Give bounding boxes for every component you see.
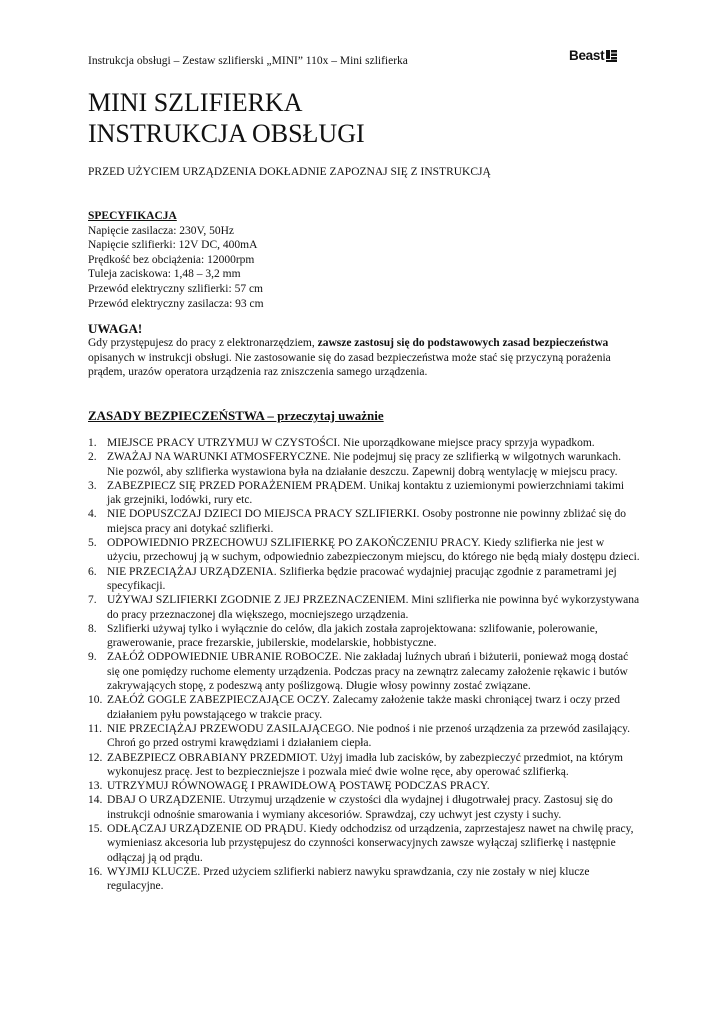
safety-rule-number: 12. [88,751,103,764]
safety-rule-number: 4. [88,508,97,521]
specification-heading: SPECYFIKACJA [88,210,177,222]
logo-mark-icon [606,50,617,62]
safety-rule-number: 6. [88,565,97,578]
safety-rule [88,436,640,450]
safety-rule-number: 11. [88,722,102,735]
safety-rule-text: ODPOWIEDNIO PRZECHOWUJ SZLIFIERKĘ PO ZAKOŃCZENIU PRACY. Kiedy szlifierka nie jest w użyciu, przechowuj ją w suchym, odpowiednio zabezpieczonym miejscu, do którego nie będą miały dostępu dzieci. [107,537,640,564]
safety-rule [88,822,640,865]
spec-item: Przewód elektryczny zasilacza: 93 cm [88,297,264,310]
safety-rule-number: 1. [88,437,97,449]
spec-item: Napięcie zasilacza: 230V, 50Hz [88,224,235,237]
safety-rule [88,479,640,508]
read-instructions-notice: PRZED UŻYCIEM URZĄDZENIA DOKŁADNIE ZAPOZNAJ SIĘ Z INSTRUKCJĄ [88,166,491,178]
safety-rule-number: 9. [88,651,97,664]
safety-rule [88,507,640,536]
safety-rule-text: NIE PRZECIĄŻAJ URZĄDZENIA. Szlifierka będzie pracować wydajniej pracując zgodnie z parametrami jej specyfikacji. [107,565,617,592]
safety-rule [88,622,640,651]
warning-text-start: Gdy przystępujesz do pracy z elektronarzędziem, [88,337,318,349]
safety-rule-text: ZABEZPIECZ SIĘ PRZED PORAŻENIEM PRĄDEM. Unikaj kontaktu z uziemionymi powierzchniami takimi jak grzejniki, lodówki, rury etc. [107,479,625,507]
warning-paragraph [88,336,648,380]
safety-rule-number: 2. [88,451,97,464]
spec-item: Tuleja zaciskowa: 1,48 – 3,2 mm [88,268,241,281]
warning-heading: UWAGA! [88,321,143,336]
safety-rule [88,593,640,622]
safety-rule-text: MIEJSCE PRACY UTRZYMUJ W CZYSTOŚCI. Nie uporządkowane miejsce pracy sprzyja wypadkom. [107,437,595,449]
spec-item: Przewód elektryczny szlifierki: 57 cm [88,282,263,295]
safety-rules-list [88,436,640,894]
safety-rule-number: 15. [88,823,103,836]
safety-rule [88,693,640,722]
safety-rule-text: ZWAŻAJ NA WARUNKI ATMOSFERYCZNE. Nie podejmuj się pracy ze szlifierką w wilgotnych warunkach. Nie pozwól, aby szlifierka wystawiona była na działanie deszczu. Zapewnij dobrą wentylację w miejscu pracy. [107,451,622,478]
safety-rule-text: NIE DOPUSZCZAJ DZIECI DO MIEJSCA PRACY SZLIFIERKI. Osoby postronne nie powinny zbliżać się do miejsca pracy ani dotykać szlifierki. [107,508,626,535]
safety-rule-text: ZAŁÓŻ GOGLE ZABEZPIECZAJĄCE OCZY. Zalecamy założenie także maski chroniącej twarz i oczy przed działaniem pyłu powstającego w trakcie pracy. [107,694,620,721]
safety-rule [88,751,640,780]
safety-rule [88,865,640,894]
logo-text: Beast [569,48,605,63]
safety-rule-number: 14. [88,794,103,807]
safety-rule-number: 10. [88,694,103,707]
running-header: Instrukcja obsługi – Zestaw szlifierski „MINI” 110x – Mini szlifierka [88,55,408,67]
safety-rule-text: DBAJ O URZĄDZENIE. Utrzymuj urządzenie w czystości dla wydajnej i długotrwałej pracy. Zastosuj się do instrukcji odnośnie smarowania i wymiany akcesoriów. Sprawdzaj, czy uchwyt jest czysty i suchy. [107,794,613,821]
safety-rule [88,722,640,751]
safety-rule-text: ZABEZPIECZ OBRABIANY PRZEDMIOT. Użyj imadła lub zacisków, by zabezpieczyć przedmiot, na którym wykonujesz pracę. Jest to bezpieczniejsze i pozwala mieć dwie wolne ręce, aby operować szlifierką. [107,751,623,778]
safety-rule-text: ODŁĄCZAJ URZĄDZENIE OD PRĄDU. Kiedy odchodzisz od urządzenia, zaprzestajesz nawet na chwilę pracy, wymieniasz akcesoria lub przystępujesz do czynności konserwacyjnych zawsze wyłączaj szlifierkę i następnie odłączaj ją od prądu. [107,823,634,864]
title-line-1: MINI SZLIFIERKA [88,88,303,117]
safety-rule-text: NIE PRZECIĄŻAJ PRZEWODU ZASILAJĄCEGO. Nie podnoś i nie przenoś urządzenia za przewód zasilający. Chroń go przed ostrymi krawędziami i działaniem ciepła. [107,722,631,750]
safety-rule-number: 8. [88,622,97,635]
warning-text-bold: zawsze zastosuj się do podstawowych zasad bezpieczeństwa [317,337,609,349]
spec-item: Prędkość bez obciążenia: 12000rpm [88,253,255,266]
safety-rule-number: 3. [88,479,97,492]
safety-rule [88,779,640,793]
safety-rules-heading: ZASADY BEZPIECZEŃSTWA – przeczytaj uważnie [88,408,384,423]
safety-rule [88,793,640,822]
safety-rule [88,536,640,565]
beast-logo [569,48,617,63]
safety-rule-text: ZAŁÓŻ ODPOWIEDNIE UBRANIE ROBOCZE. Nie zakładaj luźnych ubrań i biżuterii, ponieważ mogą dostać się one pomiędzy ruchome elementy urządzenia. Podczas pracy na zewnątrz zalecamy założenie rękawic i butów zakrywających stopę, z podeszwą anty poślizgową. Długie włosy powinny zostać związane. [107,651,629,693]
safety-rule-text: WYJMIJ KLUCZE. Przed użyciem szlifierki nabierz nawyku sprawdzania, czy nie zostały w niej klucze regulacyjne. [107,865,590,893]
warning-text-end: opisanych w instrukcji obsługi. Nie zastosowanie się do zasad bezpieczeństwa może stać się przyczyną porażenia prądem, urazów operatora urządzenia raz zniszczenia samego urządzenia. [88,351,611,378]
safety-rule-number: 13. [88,780,103,793]
safety-rule-number: 5. [88,537,97,550]
safety-rule-number: 16. [88,865,103,878]
safety-rule-text: Szlifierki używaj tylko i wyłącznie do celów, dla jakich została zaprojektowana: szlifowanie, polerowanie, grawerowanie, prace frezarskie, jubilerskie, modelarskie, hobbistyczne. [107,622,598,650]
title-line-2: INSTRUKCJA OBSŁUGI [88,119,365,148]
spec-item: Napięcie szlifierki: 12V DC, 400mA [88,239,258,252]
document-title [88,87,365,149]
safety-rule [88,565,640,594]
specification-section [88,209,264,311]
safety-rule-number: 7. [88,594,97,607]
safety-rule [88,450,640,479]
safety-rule [88,650,640,693]
safety-rule-text: UTRZYMUJ RÓWNOWAGĘ I PRAWIDŁOWĄ POSTAWĘ PODCZAS PRACY. [107,780,490,793]
safety-rule-text: UŻYWAJ SZLIFIERKI ZGODNIE Z JEJ PRZEZNACZENIEM. Mini szlifierka nie powinna być wykorzystywana do pracy przeznaczonej dla większego, mocniejszego urządzenia. [107,594,640,621]
